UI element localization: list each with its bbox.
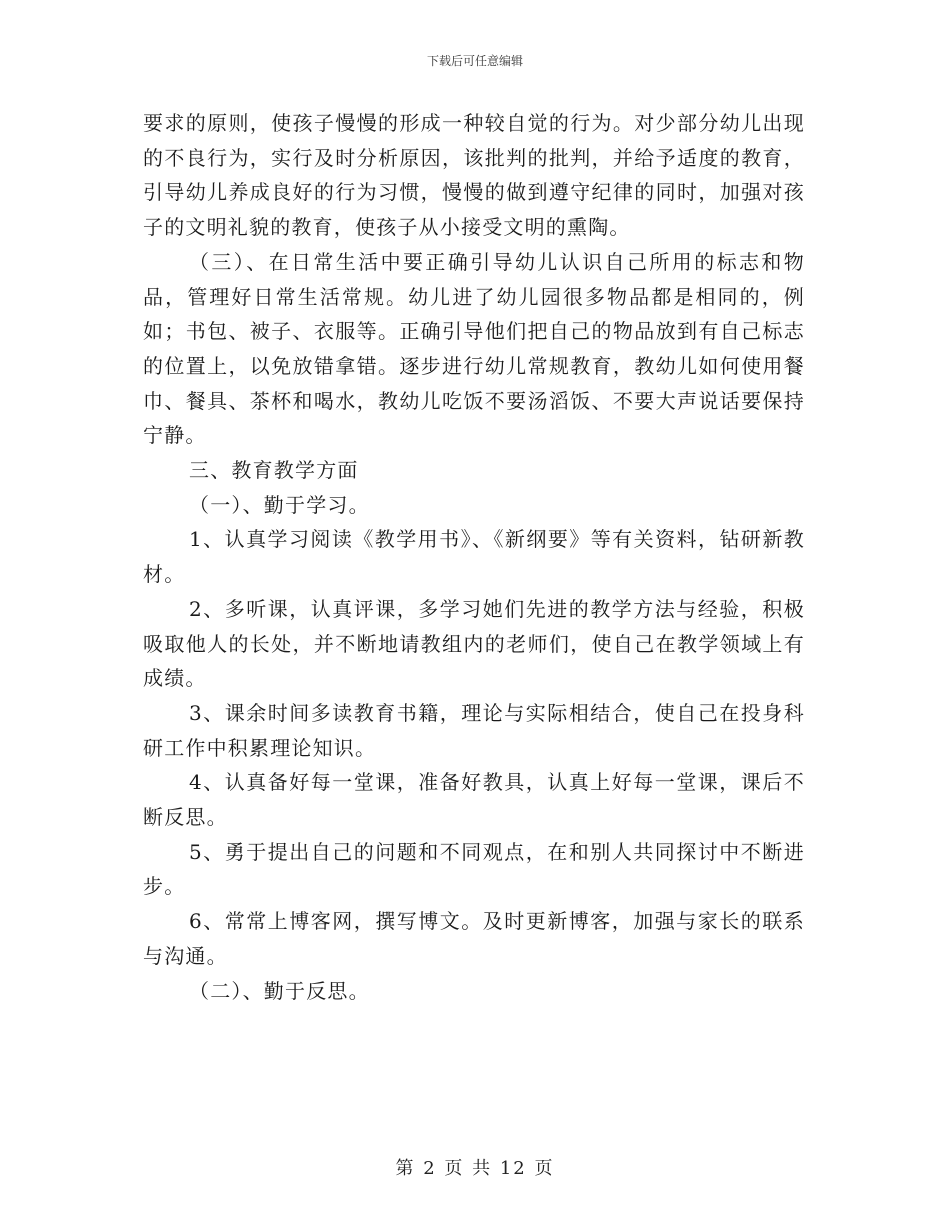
- list-item-3: 3、课余时间多读教育书籍，理论与实际相结合，使自己在投身科研工作中积累理论知识。: [143, 700, 805, 760]
- page-header-note: 下载后可任意编辑: [426, 54, 523, 68]
- paragraph-section-three-daily-life: （三）、在日常生活中要正确引导幼儿认识自己所用的标志和物品，管理好日常生活常规。幼儿进了幼儿园很多物品都是相同的，例如；书包、被子、衣服等。正确引导他们把自己的物品放到有自己标志的位置上，以免放错拿错。逐步进行幼儿常规教育，教幼儿如何使用餐巾、餐具、茶杯和喝水，教幼儿吃饭不要汤滔饭、不要大声说话要保持宁静。: [143, 249, 805, 448]
- list-item-6: 6、常常上博客网，撰写博文。及时更新博客，加强与家长的联系与沟通。: [143, 909, 805, 968]
- subheading-diligent-reflection: （二）、勤于反思。: [189, 978, 370, 1003]
- paragraph-continued-principle: 要求的原则，使孩子慢慢的形成一种较自觉的行为。对少部分幼儿出现的不良行为，实行及时分析原因，该批判的批判，并给予适度的教育，引导幼儿养成良好的行为习惯，慢慢的做到遵守纪律的同时，加强对孩子的文明礼貌的教育，使孩子从小接受文明的熏陶。: [143, 111, 805, 240]
- list-item-4: 4、认真备好每一堂课，准备好教具，认真上好每一堂课，课后不断反思。: [143, 770, 805, 830]
- heading-education-teaching: 三、教育教学方面: [189, 458, 359, 483]
- list-item-2: 2、多听课，认真评课，多学习她们先进的教学方法与经验，积极吸取他人的长处，并不断地请教组内的老师们，使自己在教学领域上有成绩。: [143, 596, 805, 691]
- list-item-1: 1、认真学习阅读《教学用书》、《新纲要》等有关资料，钻研新教材。: [143, 527, 805, 587]
- document-body: [143, 106, 805, 1008]
- page-number-footer: 第 2 页 共 12 页: [395, 1158, 555, 1179]
- subheading-diligent-study: （一）、勤于学习。: [189, 492, 370, 517]
- list-item-5: 5、勇于提出自己的问题和不同观点，在和别人共同探讨中不断进步。: [143, 839, 805, 899]
